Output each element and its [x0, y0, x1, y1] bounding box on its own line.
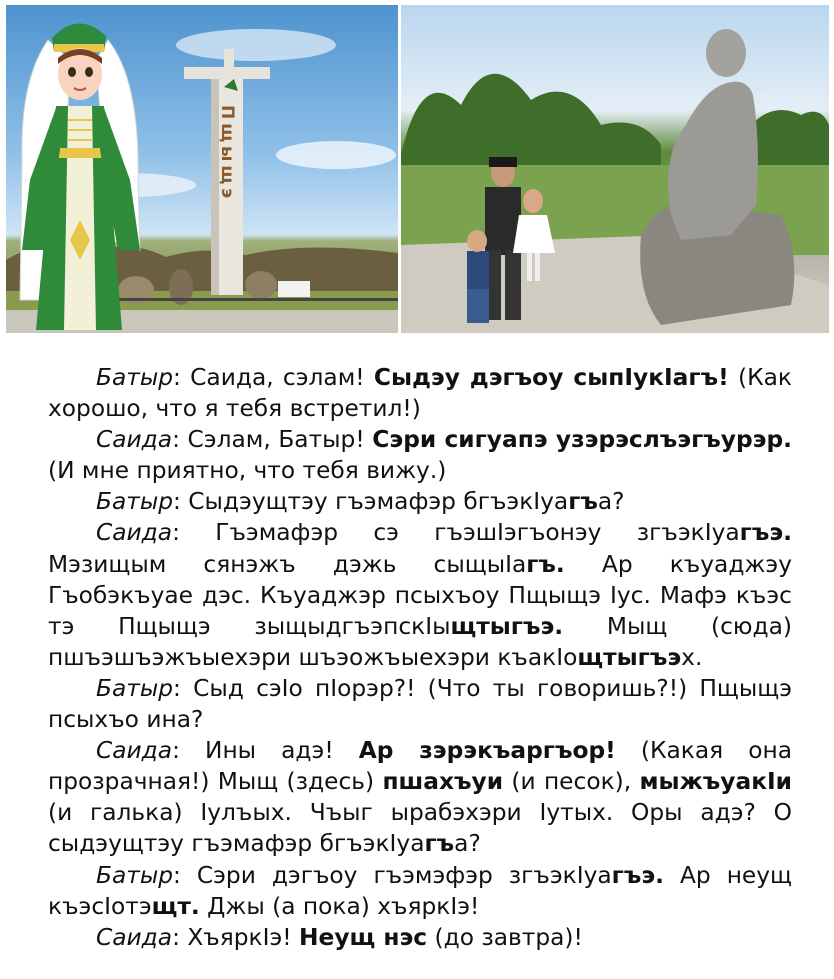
bold-phrase: Сэри сигуапэ узэрэслъэгъурэр. [372, 426, 792, 454]
speaker-name: Батыр [96, 488, 174, 516]
line-text: а? [454, 830, 481, 858]
bold-phrase: гъ. [526, 550, 565, 578]
photo-strip [0, 0, 834, 340]
line-text: (до завтра)! [427, 923, 583, 951]
dialogue-line [48, 517, 792, 672]
bold-phrase: щтыгъэ [577, 643, 682, 671]
bold-phrase: Неущ нэс [299, 923, 428, 951]
line-text: : Сэлам, Батыр! [172, 426, 373, 454]
speaker-name: Батыр [96, 861, 174, 889]
line-text: х. [681, 643, 703, 671]
line-text: : Сыд сэIо пIорэр?! (Что ты говоришь?!) Пщыщэ псыхъо ина? [48, 674, 792, 734]
speaker-name: Саида [96, 426, 173, 454]
line-text: : Сэри дэгъоу гъэмэфэр згъэкIуа [173, 861, 612, 889]
line-text: (Какая она прозрачная!) Мыщ (здесь) [48, 737, 792, 796]
cartoon-girl-illustration [0, 0, 160, 340]
line-text: : Гъэмафэр сэ гъэшIэгъонэу згъэкIуа [172, 519, 740, 547]
line-text: : Сыдэущтэу гъэмафэр бгъэкIуа [173, 488, 569, 516]
line-text: Ар къуаджэу Гъобэкъуае дэс. Къуаджэр псыхъоу Пщыщэ Iус. Мафэ къэс тэ Пщыщэ зыщыдгъэпскIы [48, 550, 792, 640]
bold-phrase: гъ [568, 488, 598, 516]
dialogue-line [48, 486, 792, 517]
bold-phrase: Ар зэрэкъаргъор! [358, 737, 616, 765]
speaker-name: Саида [96, 737, 173, 765]
speaker-name: Батыр [96, 674, 174, 702]
bold-phrase: Сыдэу дэгъоу сыпIукIагъ! [373, 364, 729, 391]
line-text: Джы (а пока) хъяркIэ! [199, 892, 480, 920]
dialogue-line [48, 673, 792, 735]
bold-phrase: гъэ. [739, 519, 792, 547]
dialogue-line [48, 424, 792, 486]
dialogue-text [48, 362, 792, 953]
dialogue-line [48, 735, 792, 859]
line-text: (и галька) Iулъых. Чъыг ырабэхэри Iутых. Оры адэ? О сыдэущтэу гъэмафэр бгъэкIуа [48, 799, 792, 858]
line-text: : Саида, сэлам! [173, 364, 374, 391]
dialogue-line [48, 362, 792, 424]
line-text: (Как хорошо, что я тебя встретил!) [48, 364, 792, 423]
statue-illustration [401, 5, 829, 333]
speaker-name: Саида [96, 923, 173, 951]
bold-phrase: гъ [424, 830, 455, 858]
bold-phrase: пшахъуи [382, 768, 504, 796]
bold-phrase: щтыгъэ. [450, 612, 564, 640]
line-text: (И мне приятно, что тебя вижу.) [48, 457, 447, 485]
dialogue-line [48, 922, 792, 953]
dialogue-line [48, 860, 792, 922]
statue-photo [401, 5, 829, 333]
line-text: а? [597, 488, 625, 516]
bold-phrase: мыжъуакIи [639, 768, 792, 796]
line-text: : Ины адэ! [172, 737, 359, 765]
bold-phrase: щт. [151, 892, 200, 920]
speaker-name: Батыр [96, 364, 174, 391]
bold-phrase: гъэ. [611, 861, 664, 889]
line-text: (и песок), [503, 768, 640, 796]
line-text: Мыщ (сюда) пшъэшъэжъыехэри шъэожъыехэри къакIо [48, 612, 792, 671]
line-text: : ХъяркIэ! [172, 923, 300, 951]
speaker-name: Саида [96, 519, 173, 547]
line-text: Мэзищым сянэжъ дэжь сыщыIа [48, 550, 527, 578]
line-text: Ар неущ къэсIотэ [48, 861, 792, 920]
monument-lettering: Пщыщэ [217, 105, 237, 203]
